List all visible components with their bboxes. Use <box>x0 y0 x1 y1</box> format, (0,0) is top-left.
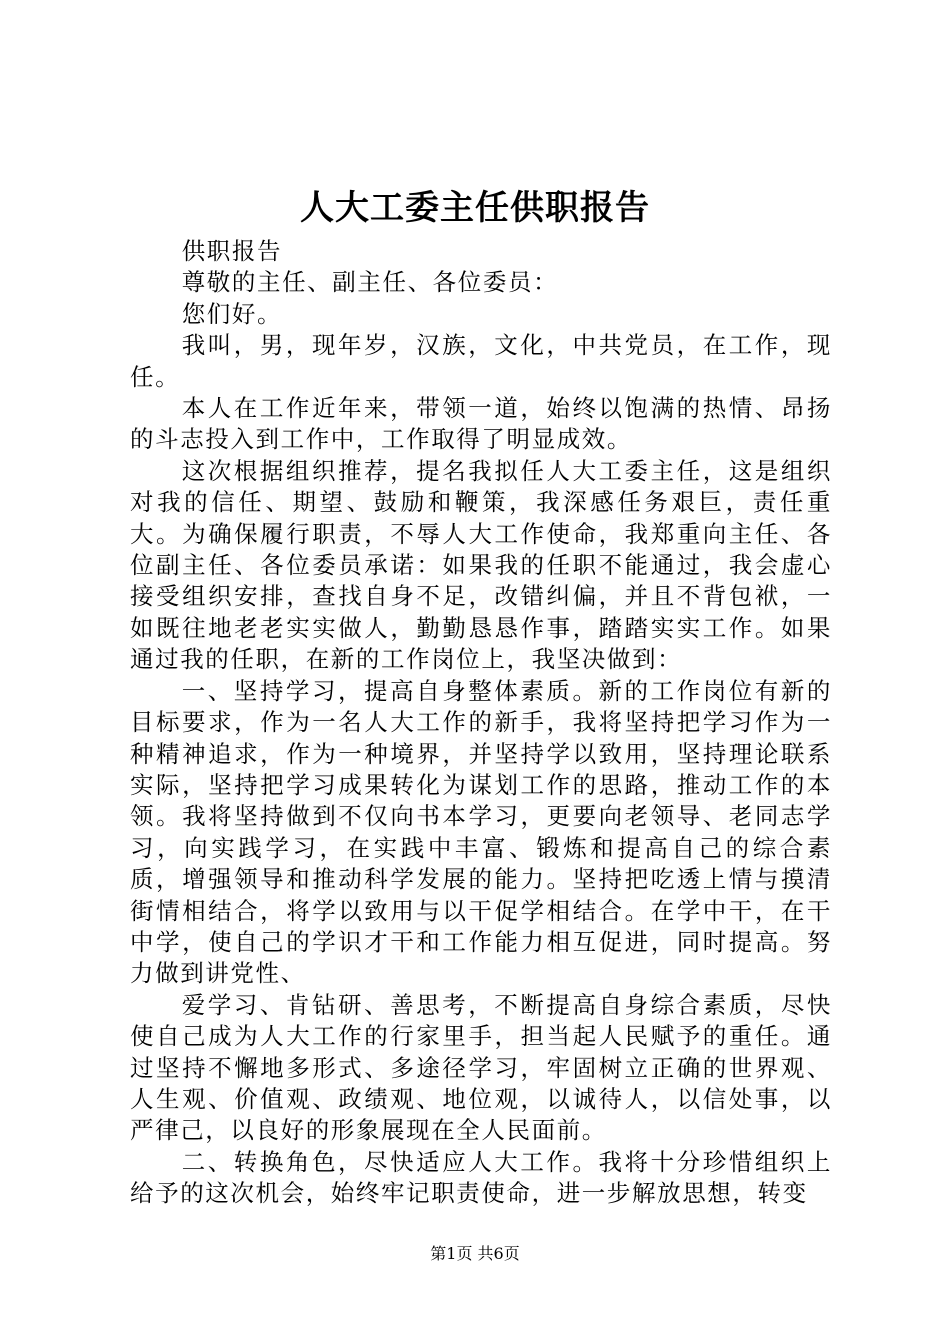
paragraph-point-one: 一、坚持学习，提高自身整体素质。新的工作岗位有新的目标要求，作为一名人大工作的新手，我将坚持把学习作为一种精神追求，作为一种境界，并坚持学以致用，坚持理论联系实际，坚持把学习成果转化为谋划工作的思路，推动工作的本领。我将坚持做到不仅向书本学习，更要向老领导、老同志学习，向实践学习，在实践中丰富、锻炼和提高自己的综合素质，增强领导和推动科学发展的能力。坚持把吃透上情与摸清街情相结合，将学以致用与以干促学相结合。在学中干，在干中学，使自己的学识才干和工作能力相互促进，同时提高。努力做到讲党性、 <box>130 676 832 988</box>
paragraph-background: 本人在工作近年来，带领一道，始终以饱满的热情、昂扬的斗志投入到工作中，工作取得了明显成效。 <box>130 394 832 454</box>
paragraph-point-two: 二、转换角色，尽快适应人大工作。我将十分珍惜组织上给予的这次机会，始终牢记职责使命，进一步解放思想，转变 <box>130 1147 832 1208</box>
paragraph-pledge: 这次根据组织推荐，提名我拟任人大工委主任，这是组织对我的信任、期望、鼓励和鞭策，我深感任务艰巨，责任重大。为确保履行职责，不辱人大工作使命，我郑重向主任、各位副主任、各位委员承诺：如果我的任职不能通过，我会虚心接受组织安排，查找自身不足，改错纠偏，并且不背包袱，一如既往地老老实实做人，勤勤恳恳作事，踏踏实实工作。如果通过我的任职，在新的工作岗位上，我坚决做到： <box>130 456 832 674</box>
document-title: 人大工委主任供职报告 <box>300 188 650 228</box>
paragraph-introduction: 我叫，男，现年岁，汉族，文化，中共党员，在工作，现任。 <box>130 331 832 391</box>
paragraph-point-one-continued: 爱学习、肯钻研、善思考，不断提高自身综合素质，尽快使自己成为人大工作的行家里手，担当起人民赋予的重任。通过坚持不懈地多形式、多途径学习，牢固树立正确的世界观、人生观、价值观、政绩观、地位观，以诚待人，以信处事，以严律己，以良好的形象展现在全人民面前。 <box>130 990 832 1145</box>
paragraph-greeting: 您们好。 <box>181 299 283 328</box>
document-body <box>130 236 832 1210</box>
page-number-footer: 第1页 共6页 <box>430 1244 520 1263</box>
paragraph-salutation: 尊敬的主任、副主任、各位委员： <box>181 268 559 297</box>
paragraph-heading: 供职报告 <box>181 237 283 265</box>
